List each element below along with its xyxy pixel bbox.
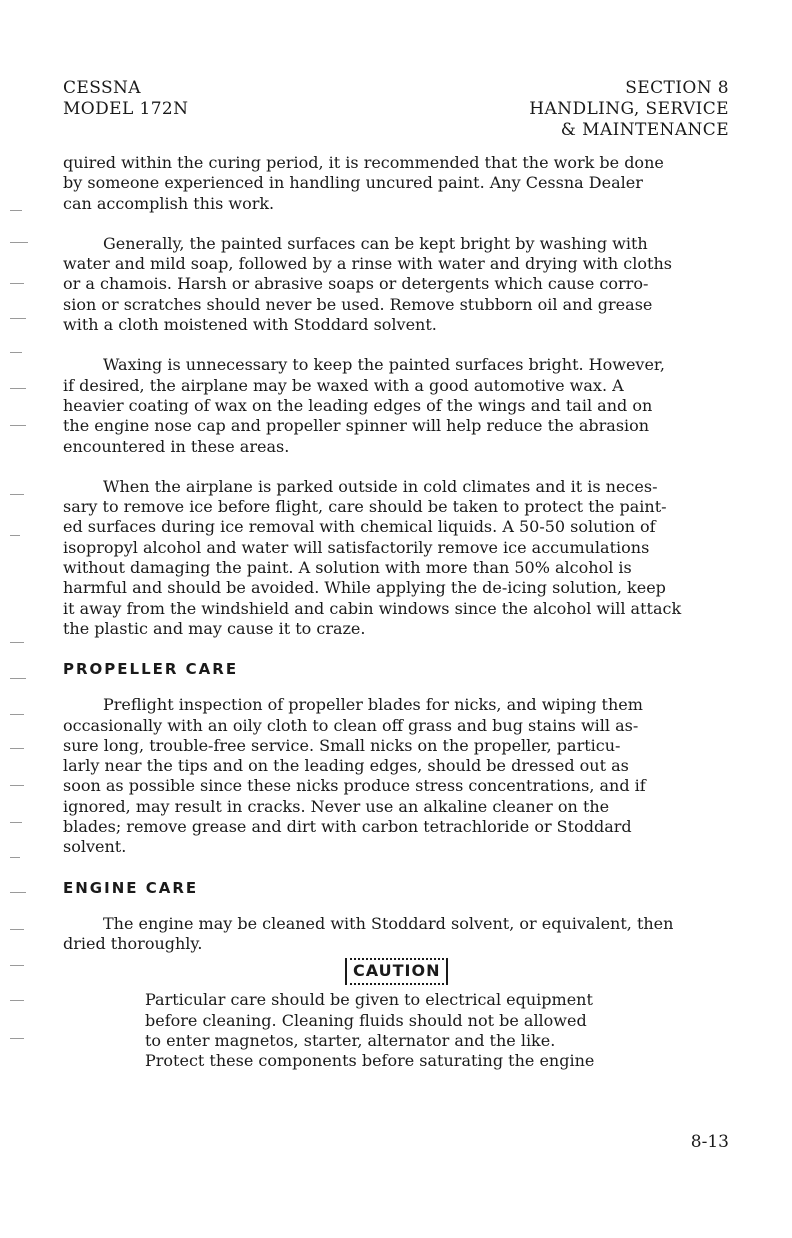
paragraph-engine-care: The engine may be cleaned with Stoddard solvent, or equivalent, then dried thoroughly. [63, 913, 674, 953]
margin-mark [10, 1038, 24, 1039]
margin-mark [10, 318, 26, 319]
caution-block [63, 954, 737, 990]
header-model: MODEL 172N [63, 99, 189, 119]
margin-mark [10, 642, 24, 643]
margin-mark [10, 1000, 24, 1001]
margin-mark [10, 714, 24, 715]
engine-care-heading: ENGINE CARE [63, 878, 199, 897]
caution-label: CAUTION [345, 958, 448, 985]
margin-mark [10, 929, 24, 930]
margin-mark [10, 283, 24, 284]
header-left [63, 78, 188, 120]
header-section-title-2: & MAINTENANCE [560, 120, 729, 140]
margin-mark [10, 892, 26, 893]
page-number: 8-13 [690, 1132, 729, 1152]
margin-mark [10, 965, 24, 966]
paragraph-propeller-care: Preflight inspection of propeller blades for nicks, and wiping them occasionally with an oily cloth to clean off grass and bug stains will as- sure long, trouble-free service. Small nicks on the propeller, particu- larly near the tips and on the leading edges, should be dressed out as soon as possible since these nicks produce stress concentrations, and if ignored, may result in cracks. Never use an alkaline cleaner on the blades; remove grease and dirt with carbon tetrachloride or Stoddard solvent. [63, 695, 646, 857]
paragraph-deicing: When the airplane is parked outside in cold climates and it is neces- sary to remove ice before flight, care should be taken to protect the paint- ed surfaces during ice removal with chemical liquids. A 50-50 solution of isopropyl alcohol and water will satisfactorily remove ice accumulations without damaging the paint. A solution with more than 50% alcohol is harmful and should be avoided. While applying the de-icing solution, keep it away from the windshield and cabin windows since the alcohol will attack the plastic and may cause it to craze. [63, 476, 682, 638]
margin-mark [10, 678, 26, 679]
header-right [529, 78, 729, 141]
page-body [63, 153, 737, 1071]
margin-mark [10, 425, 26, 426]
margin-mark [10, 785, 24, 786]
header-manufacturer: CESSNA [63, 78, 141, 98]
propeller-care-heading: PROPELLER CARE [63, 660, 239, 679]
margin-mark [10, 210, 22, 211]
margin-mark [10, 535, 20, 536]
caution-text: Particular care should be given to electrical equipment before cleaning. Cleaning fluids should not be allowed to enter magnetos, starter, alternator and the like. Protect these components before saturating the engine [145, 990, 595, 1071]
margin-mark [10, 822, 22, 823]
header-section-title-1: HANDLING, SERVICE [529, 99, 729, 119]
margin-mark [10, 242, 28, 243]
margin-mark [10, 857, 20, 858]
margin-mark [10, 352, 22, 353]
paragraph-washing: Generally, the painted surfaces can be kept bright by washing with water and mild soap, followed by a rinse with water and drying with cloths or a chamois. Harsh or abrasive soaps or detergents which cause corro- sion or scratches should never be used. Remove stubborn oil and grease with a cloth moistened with Stoddard solvent. [63, 233, 672, 335]
header-section: SECTION 8 [625, 78, 729, 98]
margin-mark [10, 494, 24, 495]
margin-mark [10, 748, 24, 749]
margin-mark [10, 388, 26, 389]
paragraph-waxing: Waxing is unnecessary to keep the painted surfaces bright. However, if desired, the airplane may be waxed with a good automotive wax. A heavier coating of wax on the leading edges of the wings and tail and on the engine nose cap and propeller spinner will help reduce the abrasion encountered in these areas. [63, 355, 665, 456]
paragraph-paint-continued: quired within the curing period, it is recommended that the work be done by someone experienced in handling uncured paint. Any Cessna Dealer can accomplish this work. [63, 153, 664, 213]
